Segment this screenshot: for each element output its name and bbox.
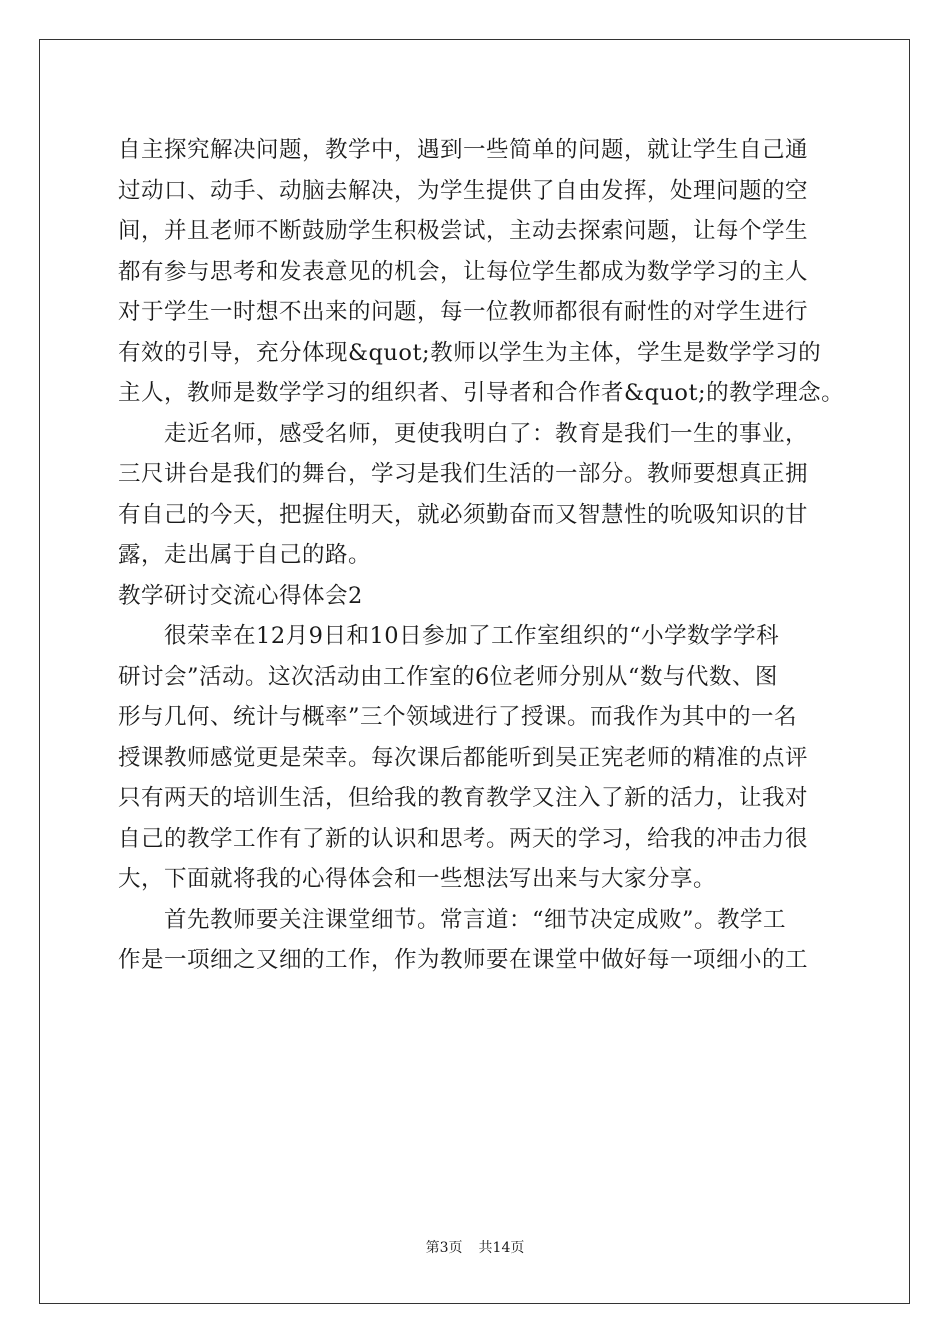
text-line: 都有参与思考和发表意见的机会，让每位学生都成为数学学习的主人 <box>118 258 809 285</box>
text-line: 有自己的今天，把握住明天，就必须勤奋而又智慧性的吮吸知识的甘 <box>118 501 809 528</box>
text-line: 自己的教学工作有了新的认识和思考。两天的学习，给我的冲击力很 <box>118 825 809 852</box>
text-line: 首先教师要关注课堂细节。常言道：“细节决定成败”。教学工 <box>118 906 787 933</box>
text-line: 作是一项细之又细的工作，作为教师要在课堂中做好每一项细小的工 <box>118 947 809 973</box>
page-footer <box>0 1238 950 1258</box>
text-line: 主人，教师是数学学习的组织者、引导者和合作者&quot;的教学理念。 <box>118 380 845 406</box>
text-line: 形与几何、统计与概率”三个领域进行了授课。而我作为其中的一名 <box>118 704 798 730</box>
text-line: 授课教师感觉更是荣幸。每次课后都能听到吴正宪老师的精准的点评 <box>118 744 809 771</box>
page-number: 第3页 <box>425 1240 463 1256</box>
page-total: 共14页 <box>478 1240 525 1256</box>
text-line: 过动口、动手、动脑去解决，为学生提供了自由发挥，处理问题的空 <box>118 177 809 204</box>
text-line: 有效的引导，充分体现&quot;教师以学生为主体，学生是数学学习的 <box>118 339 822 366</box>
text-line: 大，下面就将我的心得体会和一些想法写出来与大家分享。 <box>118 866 717 892</box>
text-line: 研讨会”活动。这次活动由工作室的6位老师分别从“数与代数、图 <box>118 663 778 690</box>
text-line: 间，并且老师不断鼓励学生积极尝试，主动去探索问题，让每个学生 <box>118 218 809 244</box>
text-line: 走近名师，感受名师，更使我明白了：教育是我们一生的事业， <box>118 420 809 447</box>
text-line: 自主探究解决问题，教学中，遇到一些简单的问题，就让学生自己通 <box>118 137 809 163</box>
text-line: 对于学生一时想不出来的问题，每一位教师都很有耐性的对学生进行 <box>118 299 809 325</box>
text-line: 很荣幸在12月9日和10日参加了工作室组织的“小学数学学科 <box>118 623 780 649</box>
text-line: 只有两天的培训生活，但给我的教育教学又注入了新的活力，让我对 <box>118 785 809 811</box>
text-line: 三尺讲台是我们的舞台，学习是我们生活的一部分。教师要想真正拥 <box>118 461 809 487</box>
section-heading: 教学研讨交流心得体会2 <box>118 582 363 609</box>
text-line: 露，走出属于自己的路。 <box>118 542 372 568</box>
